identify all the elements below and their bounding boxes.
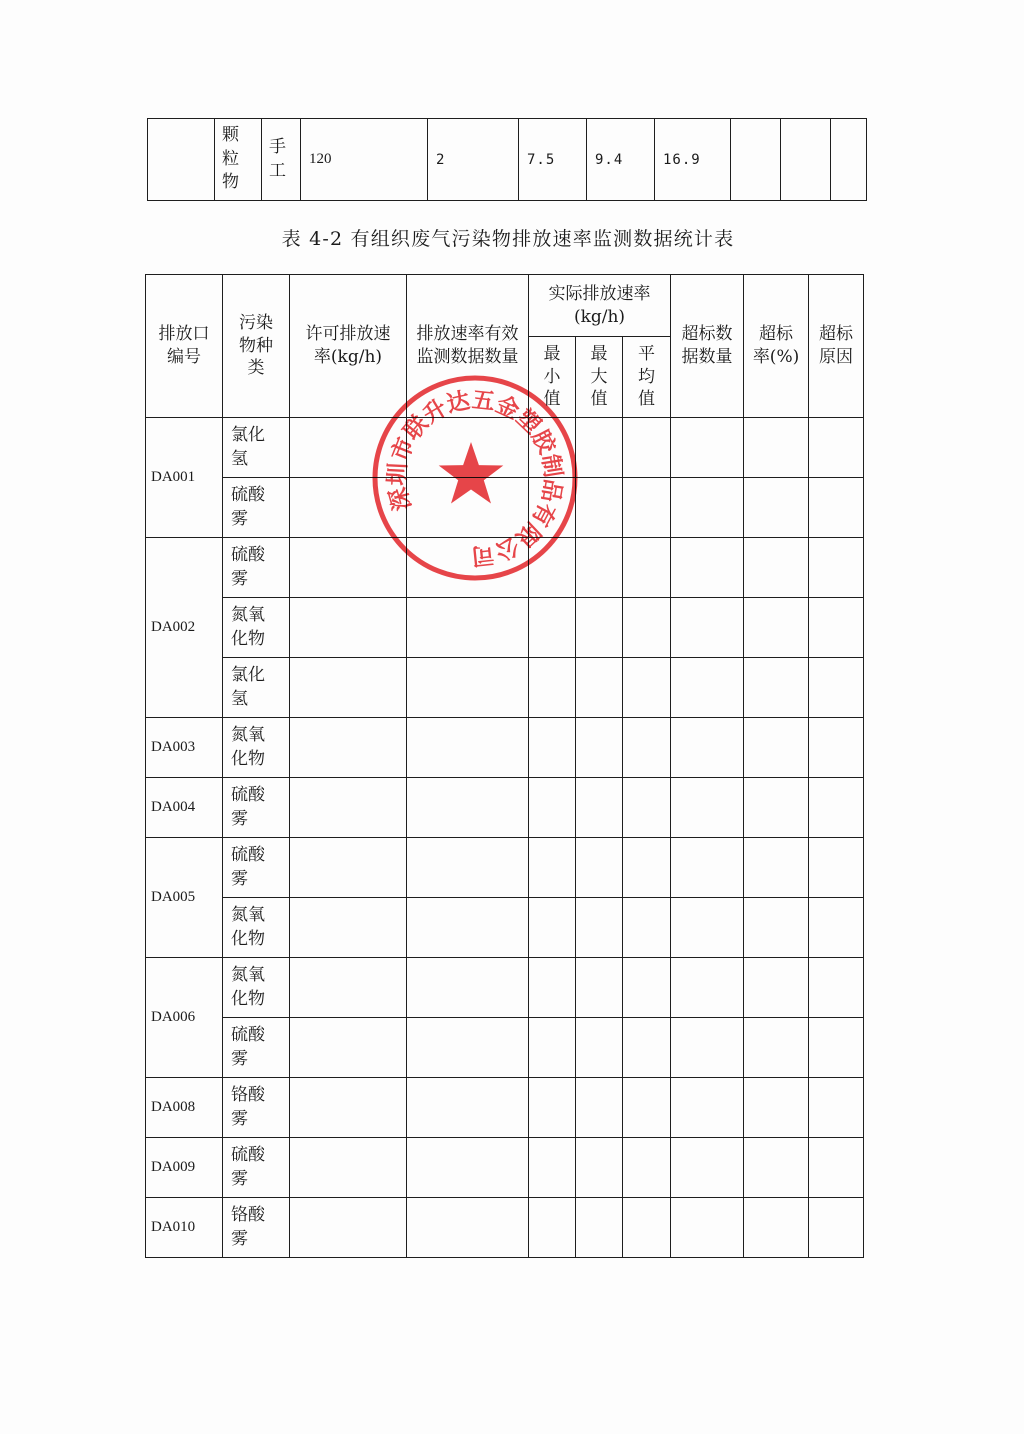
valid-count-cell [407, 1018, 529, 1078]
max-rate-cell [576, 958, 623, 1018]
max-rate-cell [576, 718, 623, 778]
table-row [146, 1138, 864, 1198]
header-avg [623, 337, 671, 418]
exceed-rate-cell [744, 1138, 809, 1198]
permitted-rate-cell [290, 418, 407, 478]
header-label: 排放速率有效监测数据数量 [416, 324, 519, 367]
count-cell: 2 [428, 119, 519, 201]
previous-table-tail [147, 118, 867, 201]
valid-count-cell [407, 538, 529, 598]
avg-rate-cell [623, 958, 671, 1018]
table-row [146, 898, 864, 958]
avg-rate-cell [623, 838, 671, 898]
avg-rate-cell [623, 1198, 671, 1258]
min-rate-cell [529, 718, 576, 778]
valid-count-cell [407, 598, 529, 658]
permitted-rate-cell [290, 1018, 407, 1078]
pollutant-text: 氯化氢 [231, 665, 265, 709]
exceed-count-cell [671, 478, 744, 538]
header-row [146, 275, 864, 337]
permitted-rate-cell [290, 538, 407, 598]
pollutant-cell [223, 538, 290, 598]
max-rate-cell [576, 538, 623, 598]
exceed-count-cell [671, 1198, 744, 1258]
outlet-id-cell: DA003 [146, 718, 223, 778]
permitted-rate-cell [290, 1198, 407, 1258]
max-rate-cell [576, 418, 623, 478]
pollutant-text: 颗粒物 [222, 125, 239, 193]
outlet-cell [148, 119, 215, 201]
exceed-reason-cell [809, 838, 864, 898]
valid-count-cell [407, 658, 529, 718]
outlet-id-cell: DA009 [146, 1138, 223, 1198]
min-rate-cell [529, 1078, 576, 1138]
table-row [146, 958, 864, 1018]
exceed-rate-cell [744, 1078, 809, 1138]
pollutant-text: 硫酸雾 [231, 785, 265, 829]
empty-cell [781, 119, 831, 201]
outlet-id-cell: DA001 [146, 418, 223, 538]
avg-rate-cell [623, 718, 671, 778]
max-rate-cell [576, 1138, 623, 1198]
min-rate-cell [529, 478, 576, 538]
header-label: 超标率(%) [752, 324, 800, 367]
header-exceed-reason [809, 275, 864, 418]
valid-count-cell [407, 898, 529, 958]
exceed-rate-cell [744, 478, 809, 538]
exceed-rate-cell [744, 598, 809, 658]
avg-rate-cell [623, 898, 671, 958]
max-rate-cell [576, 658, 623, 718]
header-label: 平均值 [638, 343, 656, 410]
exceed-count-cell [671, 1078, 744, 1138]
pollutant-cell [223, 598, 290, 658]
valid-count-cell [407, 1078, 529, 1138]
exceed-count-cell [671, 898, 744, 958]
max-rate-cell [576, 838, 623, 898]
table-row [146, 478, 864, 538]
permitted-rate-cell [290, 958, 407, 1018]
exceed-reason-cell [809, 658, 864, 718]
max-rate-cell [576, 1198, 623, 1258]
valid-count-cell [407, 418, 529, 478]
avg-rate-cell [623, 478, 671, 538]
valid-count-cell [407, 838, 529, 898]
exceed-count-cell [671, 1018, 744, 1078]
min-rate-cell [529, 418, 576, 478]
method-text: 手工 [269, 137, 286, 181]
avg-rate-cell [623, 598, 671, 658]
exceed-rate-cell [744, 958, 809, 1018]
pollutant-text: 铬酸雾 [231, 1205, 265, 1249]
header-exceed-count [671, 275, 744, 418]
permitted-rate-cell [290, 718, 407, 778]
exceed-count-cell [671, 538, 744, 598]
outlet-id-cell: DA006 [146, 958, 223, 1078]
min-rate-cell [529, 1198, 576, 1258]
pollutant-text: 氮氧化物 [231, 905, 265, 949]
max-rate-cell [576, 778, 623, 838]
pollutant-text: 硫酸雾 [231, 485, 265, 529]
exceed-rate-cell [744, 898, 809, 958]
exceed-rate-cell [744, 1198, 809, 1258]
exceed-reason-cell [809, 538, 864, 598]
avg-rate-cell [623, 1078, 671, 1138]
header-valid-count [407, 275, 529, 418]
pollutant-text: 氮氧化物 [231, 605, 265, 649]
empty-cell [731, 119, 781, 201]
header-min [529, 337, 576, 418]
max-rate-cell [576, 598, 623, 658]
avg-rate-cell [623, 658, 671, 718]
header-label: 实际排放速率(kg/h) [548, 283, 651, 327]
table-row [146, 658, 864, 718]
table-row [146, 1018, 864, 1078]
exceed-count-cell [671, 838, 744, 898]
pollutant-cell [223, 718, 290, 778]
min-rate-cell [529, 598, 576, 658]
header-label: 污染物种类 [239, 312, 273, 379]
pollutant-cell [223, 958, 290, 1018]
valid-count-cell [407, 778, 529, 838]
header-permitted-rate [290, 275, 407, 418]
permitted-rate-cell [290, 658, 407, 718]
pollutant-cell [223, 838, 290, 898]
header-actual-rate [529, 275, 671, 337]
permitted-rate-cell [290, 1138, 407, 1198]
avg-rate-cell [623, 778, 671, 838]
pollutant-cell [215, 119, 262, 201]
exceed-count-cell [671, 718, 744, 778]
exceed-count-cell [671, 958, 744, 1018]
method-cell [262, 119, 301, 201]
valid-count-cell [407, 958, 529, 1018]
permitted-rate-cell [290, 598, 407, 658]
table-row [146, 718, 864, 778]
header-label: 超标原因 [819, 324, 854, 367]
min-cell: 7.5 [519, 119, 587, 201]
valid-count-cell [407, 1198, 529, 1258]
max-rate-cell [576, 1018, 623, 1078]
min-rate-cell [529, 1018, 576, 1078]
valid-count-cell [407, 1138, 529, 1198]
table-row [148, 119, 867, 201]
emission-rate-table [145, 274, 864, 1258]
header-label: 许可排放速率(kg/h) [305, 324, 391, 367]
exceed-count-cell [671, 778, 744, 838]
exceed-reason-cell [809, 478, 864, 538]
exceed-reason-cell [809, 778, 864, 838]
min-rate-cell [529, 538, 576, 598]
exceed-rate-cell [744, 538, 809, 598]
exceed-count-cell [671, 418, 744, 478]
avg-rate-cell [623, 1138, 671, 1198]
min-rate-cell [529, 658, 576, 718]
exceed-reason-cell [809, 1198, 864, 1258]
seal-text: 深圳市联升达五金塑胶制品有限公司 [383, 386, 567, 570]
exceed-count-cell [671, 1138, 744, 1198]
table-row [146, 778, 864, 838]
header-max [576, 337, 623, 418]
pollutant-text: 硫酸雾 [231, 545, 265, 589]
min-rate-cell [529, 778, 576, 838]
max-rate-cell [576, 1078, 623, 1138]
exceed-rate-cell [744, 778, 809, 838]
min-rate-cell [529, 958, 576, 1018]
header-label: 最大值 [590, 343, 608, 410]
header-exceed-rate [744, 275, 809, 418]
pollutant-text: 硫酸雾 [231, 845, 265, 889]
pollutant-text: 氯化氢 [231, 425, 265, 469]
max-rate-cell [576, 898, 623, 958]
outlet-id-cell: DA008 [146, 1078, 223, 1138]
table-row [146, 1198, 864, 1258]
exceed-rate-cell [744, 1018, 809, 1078]
pollutant-text: 氮氧化物 [231, 725, 265, 769]
pollutant-cell [223, 778, 290, 838]
exceed-reason-cell [809, 418, 864, 478]
pollutant-cell [223, 1198, 290, 1258]
table-row [146, 418, 864, 478]
exceed-reason-cell [809, 598, 864, 658]
pollutant-text: 铬酸雾 [231, 1085, 265, 1129]
header-label: 排放口编号 [158, 324, 210, 367]
table-row [146, 598, 864, 658]
avg-rate-cell [623, 538, 671, 598]
exceed-reason-cell [809, 898, 864, 958]
exceed-rate-cell [744, 658, 809, 718]
min-rate-cell [529, 1138, 576, 1198]
limit-cell: 120 [301, 119, 428, 201]
max-cell: 9.4 [587, 119, 655, 201]
avg-rate-cell [623, 1018, 671, 1078]
exceed-count-cell [671, 598, 744, 658]
exceed-reason-cell [809, 718, 864, 778]
permitted-rate-cell [290, 478, 407, 538]
outlet-id-cell: DA005 [146, 838, 223, 958]
exceed-rate-cell [744, 718, 809, 778]
permitted-rate-cell [290, 1078, 407, 1138]
valid-count-cell [407, 718, 529, 778]
empty-cell [831, 119, 867, 201]
exceed-reason-cell [809, 1078, 864, 1138]
outlet-id-cell: DA004 [146, 778, 223, 838]
exceed-reason-cell [809, 1138, 864, 1198]
pollutant-text: 硫酸雾 [231, 1025, 265, 1069]
pollutant-cell [223, 1138, 290, 1198]
exceed-reason-cell [809, 958, 864, 1018]
avg-rate-cell [623, 418, 671, 478]
outlet-id-cell: DA010 [146, 1198, 223, 1258]
min-rate-cell [529, 898, 576, 958]
exceed-reason-cell [809, 1018, 864, 1078]
pollutant-cell [223, 418, 290, 478]
permitted-rate-cell [290, 778, 407, 838]
pollutant-text: 氮氧化物 [231, 965, 265, 1009]
valid-count-cell [407, 478, 529, 538]
table-row [146, 838, 864, 898]
exceed-rate-cell [744, 838, 809, 898]
pollutant-cell [223, 478, 290, 538]
permitted-rate-cell [290, 898, 407, 958]
max-rate-cell [576, 478, 623, 538]
pollutant-cell [223, 1078, 290, 1138]
header-outlet-id [146, 275, 223, 418]
header-label: 超标数据数量 [681, 324, 733, 367]
pollutant-cell [223, 658, 290, 718]
header-label: 最小值 [543, 343, 561, 410]
pollutant-text: 硫酸雾 [231, 1145, 265, 1189]
header-pollutant [223, 275, 290, 418]
table-row [146, 538, 864, 598]
exceed-count-cell [671, 658, 744, 718]
table-title: 表 4-2 有组织废气污染物排放速率监测数据统计表 [281, 228, 735, 250]
min-rate-cell [529, 838, 576, 898]
permitted-rate-cell [290, 838, 407, 898]
pollutant-cell [223, 1018, 290, 1078]
exceed-rate-cell [744, 418, 809, 478]
table-row [146, 1078, 864, 1138]
outlet-id-cell: DA002 [146, 538, 223, 718]
pollutant-cell [223, 898, 290, 958]
avg-cell: 16.9 [655, 119, 731, 201]
